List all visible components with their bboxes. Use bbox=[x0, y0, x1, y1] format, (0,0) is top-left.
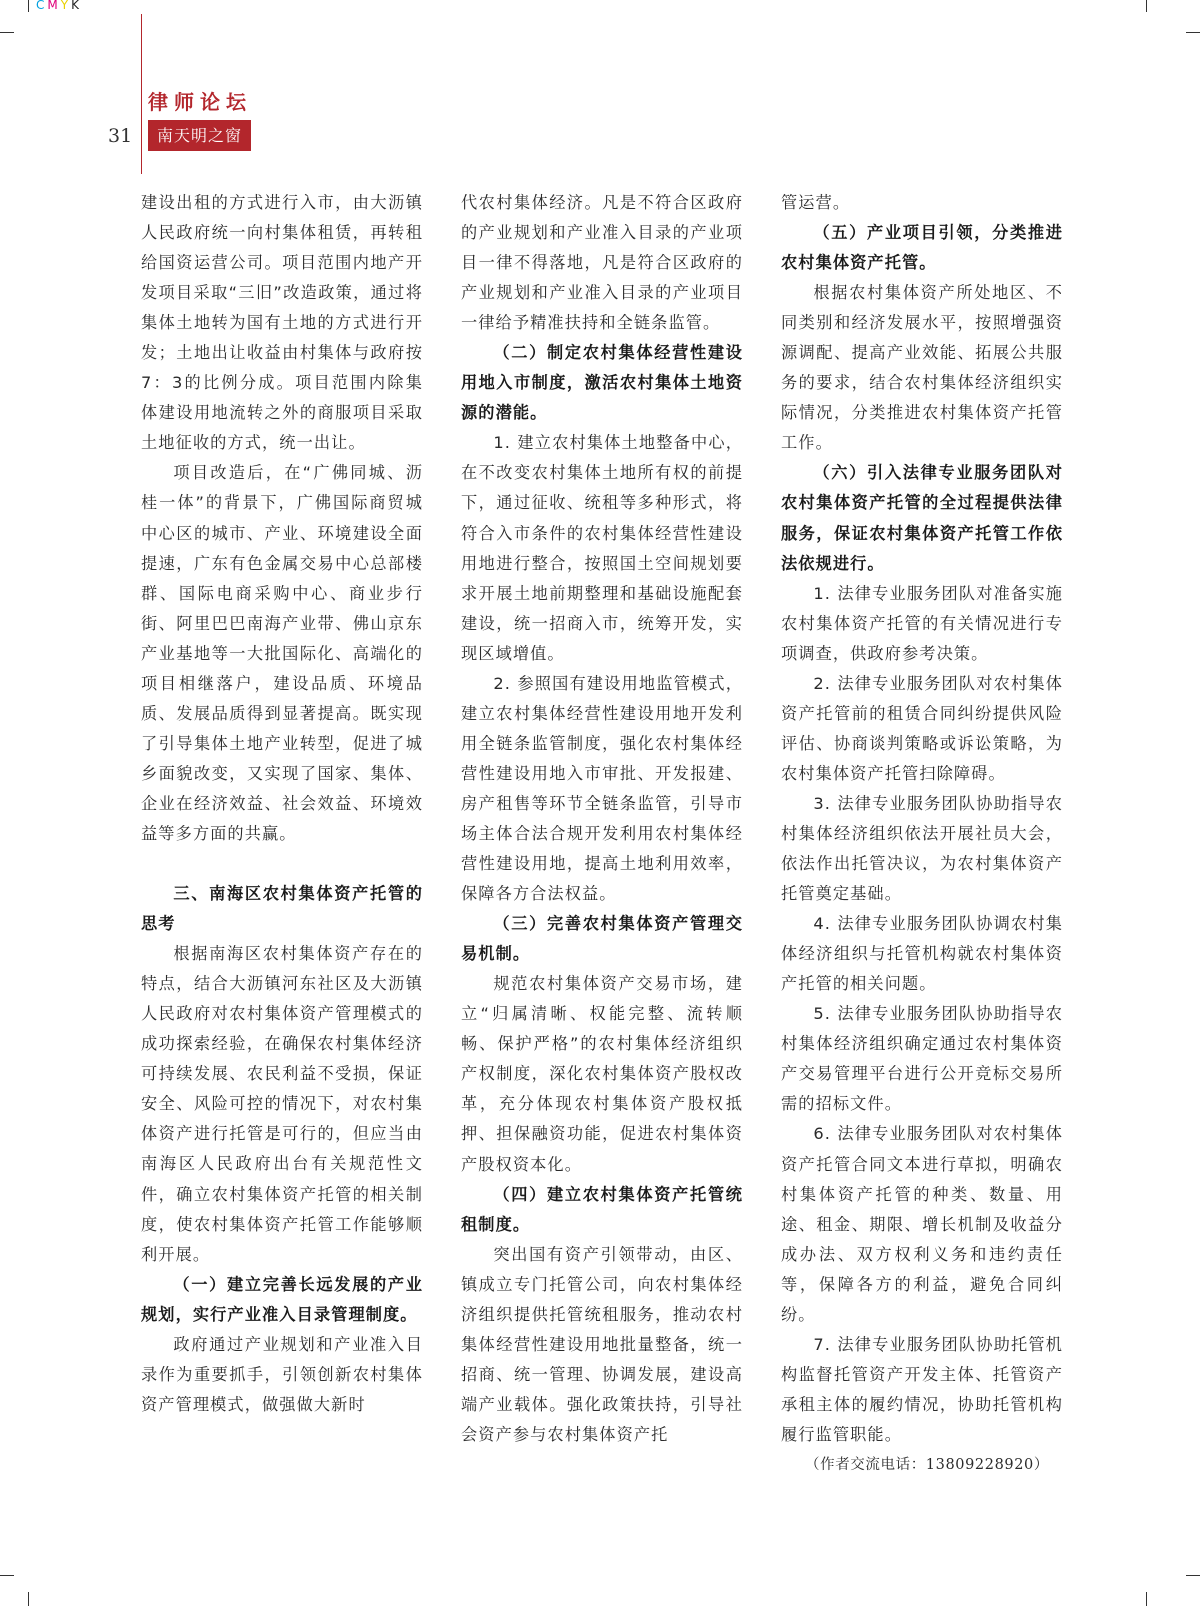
list-item: 4. 法律专业服务团队协调农村集体经济组织与托管机构就农村集体资产托管的相关问题。 bbox=[781, 914, 1063, 994]
subsection-heading: （二）制定农村集体经营性建设用地入市制度，激活农村集体土地资源的潜能。 bbox=[461, 343, 743, 423]
list-item: 7. 法律专业服务团队协助托管机构监督托管资产开发主体、托管资产承租主体的履约情况，协助托管机构履行监管职能。 bbox=[781, 1334, 1063, 1444]
page-number: 31 bbox=[108, 125, 133, 147]
cmyk-c: C bbox=[36, 0, 48, 12]
crop-mark-bl-v bbox=[28, 1592, 29, 1606]
crop-mark-br-h bbox=[1186, 1575, 1200, 1576]
paragraph: 建设出租的方式进行入市，由大沥镇人民政府统一向村集体租赁，再转租给国资运营公司。项目范围内地产开发项目采取“三旧”改造政策，通过将集体土地转为国有土地的方式进行开发；土地出让收益由村集体与政府按7：3的比例分成。项目范围内除集体建设用地流转之外的商服项目采取土地征收的方式，统一出让。 bbox=[141, 193, 423, 453]
subsection-heading: （五）产业项目引领，分类推进农村集体资产托管。 bbox=[781, 223, 1063, 273]
subsection-heading: （一）建立完善长远发展的产业规划，实行产业准入目录管理制度。 bbox=[141, 1274, 423, 1324]
paragraph: 代农村集体经济。凡是不符合区政府的产业规划和产业准入目录的产业项目一律不得落地，凡是符合区政府的产业规划和产业准入目录的产业项目一律给予精准扶持和全链条监管。 bbox=[461, 193, 743, 333]
list-item: 5. 法律专业服务团队协助指导农村集体经济组织确定通过农村集体资产交易管理平台进行公开竞标交易所需的招标文件。 bbox=[781, 1004, 1063, 1114]
subsection-heading: （四）建立农村集体资产托管统租制度。 bbox=[461, 1184, 743, 1234]
header-rule bbox=[141, 14, 142, 174]
crop-mark-tr-v bbox=[1146, 0, 1147, 12]
column-name-badge: 南天明之窗 bbox=[148, 120, 251, 151]
list-item: 6. 法律专业服务团队对农村集体资产托管合同文本进行草拟，明确农村集体资产托管的种类、数量、用途、租金、期限、增长机制及收益分成办法、双方权利义务和违约责任等，保障各方的利益，避免合同纠纷。 bbox=[781, 1124, 1063, 1324]
crop-mark-tr-h bbox=[1186, 32, 1200, 33]
subsection-heading: （三）完善农村集体资产管理交易机制。 bbox=[461, 914, 743, 964]
paragraph: 政府通过产业规划和产业准入目录作为重要抓手，引领创新农村集体资产管理模式，做强做大新时 bbox=[141, 1334, 423, 1414]
list-item: 2. 法律专业服务团队对农村集体资产托管前的租赁合同纠纷提供风险评估、协商谈判策略或诉讼策略，为农村集体资产托管扫除障碍。 bbox=[781, 673, 1063, 783]
author-contact-note: （作者交流电话：13809228920） bbox=[805, 1456, 1049, 1473]
section-heading: 三、南海区农村集体资产托管的思考 bbox=[141, 884, 423, 934]
paragraph: 突出国有资产引领带动，由区、镇成立专门托管公司，向农村集体经济组织提供托管统租服务，推动农村集体经营性建设用地批量整备，统一招商、统一管理、协调发展，建设高端产业载体。强化政策扶持，引导社会资产参与农村集体资产托 bbox=[461, 1244, 743, 1444]
paragraph-spacer bbox=[141, 849, 423, 879]
paragraph: 项目改造后，在“广佛同城、沥桂一体”的背景下，广佛国际商贸城中心区的城市、产业、环境建设全面提速，广东有色金属交易中心总部楼群、国际电商采购中心、商业步行街、阿里巴巴南海产业带、佛山京东产业基地等一大批国际化、高端化的项目相继落户，建设品质、环境品质、发展品质得到显著提高。既实现了引导集体土地产业转型，促进了城乡面貌改变，又实现了国家、集体、企业在经济效益、社会效益、环境效益等多方面的共赢。 bbox=[141, 463, 423, 843]
paragraph: 规范农村集体资产交易市场，建立“归属清晰、权能完整、流转顺畅、保护严格”的农村集体经济组织产权制度，深化农村集体资产股权改革，充分体现农村集体资产股权抵押、担保融资功能，促进农村集体资产股权资本化。 bbox=[461, 974, 743, 1174]
crop-mark-bl-h bbox=[0, 1575, 14, 1576]
paragraph: 2. 参照国有建设用地监管模式，建立农村集体经营性建设用地开发利用全链条监管制度，强化农村集体经营性建设用地入市审批、开发报建、房产租售等环节全链条监管，引导市场主体合法合规开发利用农村集体经营性建设用地，提高土地利用效率，保障各方合法权益。 bbox=[461, 673, 743, 904]
paragraph: 根据南海区农村集体资产存在的特点，结合大沥镇河东社区及大沥镇人民政府对农村集体资产管理模式的成功探索经验，在确保农村集体经济可持续发展、农民利益不受损，保证安全、风险可控的情况下，对农村集体资产进行托管是可行的，但应当由南海区人民政府出台有关规范性文件，确立农村集体资产托管的相关制度，使农村集体资产托管工作能够顺利开展。 bbox=[141, 944, 423, 1264]
paragraph: 1. 建立农村集体土地整备中心，在不改变农村集体土地所有权的前提下，通过征收、统租等多种形式，将符合入市条件的农村集体经营性建设用地进行整合，按照国土空间规划要求开展土地前期整理和基础设施配套建设，统一招商入市，统筹开发，实现区域增值。 bbox=[461, 433, 743, 663]
section-title: 律师论坛 bbox=[148, 90, 252, 114]
subsection-heading: （六）引入法律专业服务团队对农村集体资产托管的全过程提供法律服务，保证农村集体资产托管工作依法依规进行。 bbox=[781, 463, 1063, 573]
text-column-2 bbox=[461, 188, 743, 1450]
text-column-1 bbox=[141, 188, 423, 1420]
paragraph: 管运营。 bbox=[781, 193, 851, 212]
crop-mark-br-v bbox=[1146, 1592, 1147, 1606]
crop-mark-tl-h bbox=[0, 32, 14, 33]
crop-mark-tl-v bbox=[28, 0, 29, 12]
cmyk-y: Y bbox=[60, 0, 72, 12]
list-item: 3. 法律专业服务团队协助指导农村集体经济组织依法开展社员大会，依法作出托管决议，为农村集体资产托管奠定基础。 bbox=[781, 793, 1063, 904]
paragraph: 根据农村集体资产所处地区、不同类别和经济发展水平，按照增强资源调配、提高产业效能、拓展公共服务的要求，结合农村集体经济组织实际情况，分类推进农村集体资产托管工作。 bbox=[781, 283, 1063, 453]
cmyk-color-mark bbox=[36, 0, 82, 12]
list-item: 1. 法律专业服务团队对准备实施农村集体资产托管的有关情况进行专项调查，供政府参考决策。 bbox=[781, 583, 1063, 663]
cmyk-k: K bbox=[71, 0, 82, 12]
cmyk-m: M bbox=[47, 0, 61, 12]
text-column-3 bbox=[781, 188, 1063, 1480]
